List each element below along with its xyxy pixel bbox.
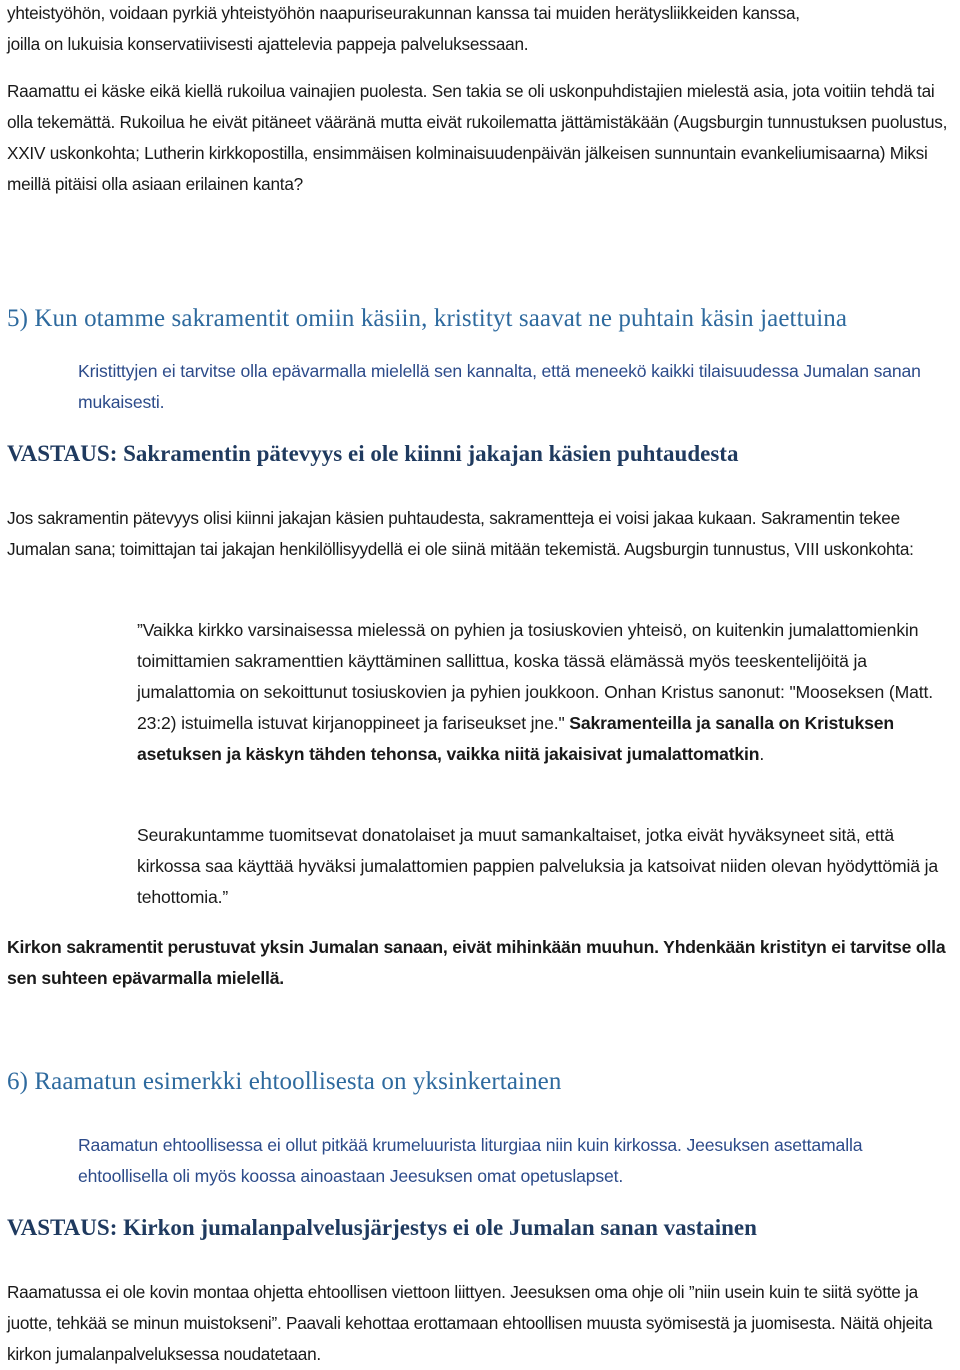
section-5-claim: Kristittyjen ei tarvitse olla epävarmalla mielellä sen kannalta, että meneekö kaikki tilaisuudessa Jumalan sanan mukaisesti.	[78, 361, 921, 412]
intro-paragraph-1	[7, 0, 954, 60]
augsburg-quote-1	[137, 615, 946, 770]
section-5-answer-heading: VASTAUS: Sakramentin pätevyys ei ole kiinni jakajan käsien puhtaudesta	[7, 441, 739, 466]
intro-paragraph-2-part-b: Rukoilua he eivät pitäneet vääränä mutta eivät rukoilematta jättämistäkään (Augsburgin tunnustuksen puolustus, XXIV uskonkohta; Lutherin kirkkopostilla, ensimmäisen kolminaisuudenpäivän jälkeisen sunnuntain evankeliumisaarna) Miksi meillä pitäisi olla asiaan erilainen kanta?	[7, 112, 948, 194]
quote-1-text: ”Vaikka kirkko varsinaisessa mielessä on pyhien ja tosiuskovien yhteisö, on kuitenkin jumalattomienkin toimittamien sakramenttien käyttäminen sallittua, koska tässä elämässä myös teeskentelijöitä ja jumalattomia on sekoittunut tosiuskovien ja pyhien joukkoon. Onhan Kristus sanonut: "Mooseksen (Matt. 23:2) istuimella istuvat kirjanoppineet ja fariseukset jne."	[137, 620, 933, 733]
section-6-claim: Raamatun ehtoollisessa ei ollut pitkää krumeluurista liturgiaa niin kuin kirkossa. Jeesuksen asettamalla ehtoollisella oli myös koossa ainoastaan Jeesuksen omat opetuslapset.	[78, 1135, 863, 1186]
section-5-conclusion: Kirkon sakramentit perustuvat yksin Jumalan sanaan, eivät mihinkään muuhun. Yhdenkään kristityn ei tarvitse olla sen suhteen epävarmalla mielellä.	[7, 937, 946, 988]
section-5-body: Jos sakramentin pätevyys olisi kiinni jakajan käsien puhtaudesta, sakramentteja ei voisi jakaa kukaan. Sakramentin tekee Jumalan sana; toimittajan tai jakajan henkilöllisyydellä ei ole siinä mitään tekemistä. Augsburgin tunnustus, VIII uskonkohta:	[7, 508, 914, 559]
intro-line-1: yhteistyöhön, voidaan pyrkiä yhteistyöhön naapuriseurakunnan kanssa tai muiden herätysliikkeiden kanssa,	[7, 3, 800, 23]
section-6-body: Raamatussa ei ole kovin montaa ohjetta ehtoollisen viettoon liittyen. Jeesuksen oma ohje oli ”niin usein kuin te siitä syötte ja juotte, tehkää se minun muistokseni”. Paavali kehottaa erottamaan ehtoollisen muusta syömisestä ja juomisesta. Näitä ohjeita kirkon jumalanpalveluksessa noudatetaan.	[7, 1282, 933, 1364]
intro-line-2: joilla on lukuisia konservatiivisesti ajattelevia pappeja palveluksessaan.	[7, 34, 529, 54]
intro-paragraph-2	[7, 76, 954, 200]
intro-paragraph-2-part-a: Raamattu ei käske eikä kiellä rukoilua vainajien puolesta. Sen takia se oli uskonpuhdistajien mielestä asia, jota voitiin tehdä tai olla tekemättä.	[7, 81, 935, 132]
section-6-answer-heading: VASTAUS: Kirkon jumalanpalvelusjärjestys ei ole Jumalan sanan vastainen	[7, 1215, 757, 1240]
quote-1-bold-text: Sakramenteilla ja sanalla on Kristuksen asetuksen ja käskyn tähden tehonsa, vaikka niitä jakaisivat jumalattomatkin	[137, 713, 894, 764]
section-5-heading: 5) Kun otamme sakramentit omiin käsiin, kristityt saavat ne puhtain käsin jaettuina	[7, 305, 848, 332]
quote-1-end: .	[759, 744, 765, 764]
augsburg-quote-2: Seurakuntamme tuomitsevat donatolaiset ja muut samankaltaiset, jotka eivät hyväksyneet sitä, että kirkossa saa käyttää hyväksi jumalattomien pappien palveluksia ja katsoivat niiden olevan hyödyttömiä ja tehottomia.”	[137, 825, 938, 907]
section-6-heading: 6) Raamatun esimerkki ehtoollisesta on yksinkertainen	[7, 1068, 562, 1095]
